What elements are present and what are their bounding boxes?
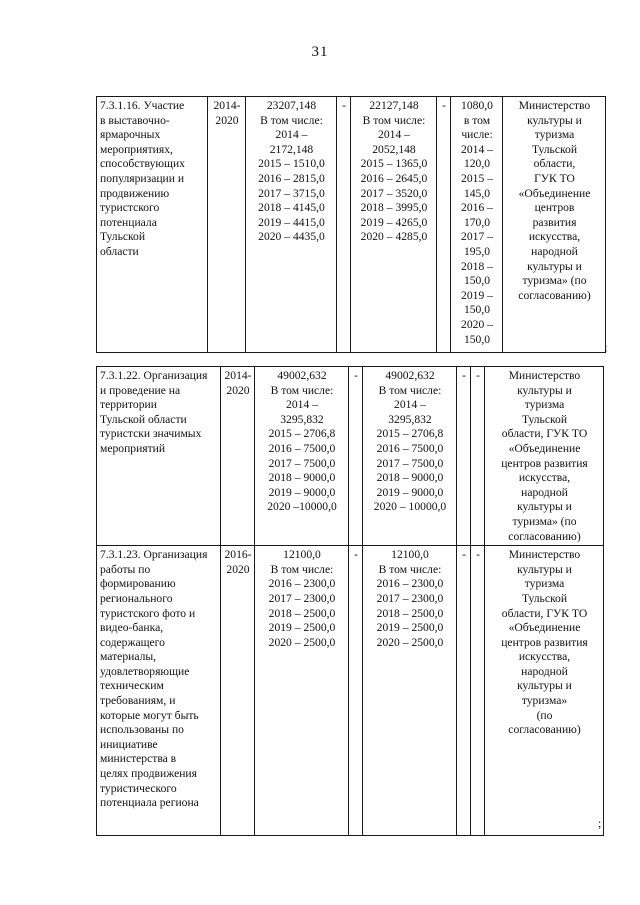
cell-line: удовлетворяющие bbox=[100, 664, 190, 678]
extrabudgetary-cell bbox=[471, 367, 485, 546]
cell-line: (по bbox=[536, 708, 553, 722]
cell-line: туристски значимых bbox=[100, 427, 202, 441]
cell-line: культуры и bbox=[517, 562, 572, 576]
cell-line: области, bbox=[533, 157, 576, 171]
cell-line: согласованию) bbox=[518, 288, 591, 302]
cell-line: туризма bbox=[534, 128, 575, 142]
total-funding-cell bbox=[246, 97, 337, 353]
cell-line: целях продвижения bbox=[100, 767, 197, 781]
cell-line: Министерство bbox=[508, 548, 581, 562]
cell-line: В том числе: bbox=[270, 562, 334, 576]
cell-line: работы по bbox=[100, 562, 151, 576]
cell-line: 49002,632 bbox=[277, 369, 327, 382]
cell-line: Министерство bbox=[518, 99, 591, 112]
regional-budget-cell bbox=[363, 546, 457, 836]
cell-line: 49002,632 bbox=[385, 369, 435, 382]
cell-line: 2017 – 3520,0 bbox=[360, 186, 428, 200]
cell-line: центров развития bbox=[501, 635, 588, 649]
cell-line: 2019 – 2500,0 bbox=[268, 621, 336, 635]
cell-line: искусства, bbox=[518, 650, 571, 664]
cell-line: культуры и bbox=[527, 259, 582, 273]
cell-line: 2018 – 2500,0 bbox=[268, 606, 336, 620]
cell-line: мероприятиях, bbox=[100, 142, 173, 156]
cell-line: В том числе: bbox=[378, 383, 442, 397]
federal-budget-cell: - bbox=[349, 367, 363, 546]
cell-line: популяризации и bbox=[100, 171, 185, 185]
cell-line: В том числе: bbox=[378, 562, 442, 576]
program-table-1 bbox=[96, 96, 606, 353]
cell-line: области bbox=[100, 244, 139, 258]
cell-line: 2015 – 1510,0 bbox=[258, 157, 325, 171]
trailing-semicolon: ; bbox=[604, 340, 608, 354]
cell-line: 2014- bbox=[213, 99, 241, 112]
cell-line: мероприятий bbox=[100, 441, 166, 455]
extrabudgetary-cell bbox=[471, 546, 485, 836]
cell-line: 2018 – 9000,0 bbox=[268, 471, 336, 485]
cell-line: 1080,0 bbox=[461, 99, 493, 112]
cell-line: 3295,832 bbox=[280, 412, 324, 426]
table-row bbox=[97, 97, 606, 353]
cell-line: 2016 – 7500,0 bbox=[268, 441, 336, 455]
executor-cell bbox=[485, 546, 604, 836]
cell-line: 2014- bbox=[224, 369, 252, 382]
cell-line: 2017 – 2300,0 bbox=[268, 591, 336, 605]
cell-line: 2018 – 9000,0 bbox=[376, 471, 444, 485]
cell-line: 2020 – bbox=[461, 317, 493, 331]
cell-line: 3295,832 bbox=[388, 412, 432, 426]
table-row bbox=[97, 367, 604, 546]
cell-line: которые могут быть bbox=[100, 708, 199, 722]
page-number: 31 bbox=[311, 44, 329, 60]
cell-line: области, ГУК ТО bbox=[501, 606, 588, 620]
cell-line: техническим bbox=[100, 679, 164, 693]
cell-line: 2015 – 2706,8 bbox=[376, 427, 444, 441]
cell-line: 2020 –10000,0 bbox=[267, 500, 337, 514]
cell-line: развития bbox=[532, 215, 577, 229]
cell-line: 2014 – bbox=[275, 128, 308, 142]
cell-line: В том числе: bbox=[270, 383, 334, 397]
cell-line: 2016- bbox=[224, 548, 252, 562]
cell-line: Тульской bbox=[521, 412, 568, 426]
cell-line: центров bbox=[534, 201, 575, 215]
cell-line: народной bbox=[531, 244, 578, 258]
measure-name-cell bbox=[97, 546, 221, 836]
local-budget-cell: - bbox=[457, 546, 471, 836]
cell-line: 2020 bbox=[226, 383, 250, 397]
cell-line: искусства, bbox=[518, 471, 571, 485]
cell-line: народной bbox=[521, 485, 568, 499]
cell-line: 120,0 bbox=[463, 157, 491, 171]
cell-line: продвижению bbox=[100, 186, 170, 200]
cell-line: 2017 – bbox=[461, 230, 493, 244]
cell-line: 2018 – 2500,0 bbox=[376, 606, 444, 620]
cell-line: 12100,0 bbox=[391, 548, 429, 562]
local-budget-cell: - bbox=[457, 367, 471, 546]
cell-line: согласованию) bbox=[508, 529, 581, 543]
cell-line: туризма» bbox=[521, 694, 568, 708]
cell-line: народной bbox=[521, 664, 568, 678]
cell-line: культуры и bbox=[527, 113, 582, 127]
measure-name-cell bbox=[97, 367, 221, 546]
cell-line: В том числе: bbox=[362, 113, 426, 127]
cell-line: 2052,148 bbox=[372, 142, 416, 156]
cell-line: 2020 – 4285,0 bbox=[360, 230, 428, 244]
cell-line: 12100,0 bbox=[283, 548, 321, 562]
cell-line: 2019 – 4415,0 bbox=[258, 215, 325, 229]
cell-line: потенциала региона bbox=[100, 796, 199, 810]
regional-budget-cell bbox=[363, 367, 457, 546]
cell-line: регионального bbox=[100, 591, 173, 605]
cell-line: согласованию) bbox=[508, 723, 581, 737]
cell-line: 145,0 bbox=[463, 186, 491, 200]
cell-line: культуры и bbox=[517, 500, 572, 514]
cell-line: ГУК ТО bbox=[534, 171, 575, 185]
cell-line: 2018 – 4145,0 bbox=[258, 201, 325, 215]
cell-line: 2020 bbox=[215, 113, 239, 127]
cell-line: туризма» (по bbox=[522, 274, 587, 288]
cell-line: способствующих bbox=[100, 157, 185, 171]
cell-line: 2014 – bbox=[461, 142, 493, 156]
cell-line: в выставочно- bbox=[100, 113, 170, 127]
cell-line: 2016 – 7500,0 bbox=[376, 441, 444, 455]
cell-line: в том bbox=[463, 113, 491, 127]
local-budget-cell: - bbox=[437, 97, 451, 353]
federal-budget-cell: - bbox=[349, 546, 363, 836]
cell-line: 2018 – bbox=[461, 259, 493, 273]
cell-line: использованы по bbox=[100, 723, 184, 737]
executor-cell bbox=[485, 367, 604, 546]
executor-cell bbox=[503, 97, 606, 353]
cell-line: культуры и bbox=[517, 679, 572, 693]
cell-line: 2018 – 3995,0 bbox=[360, 201, 428, 215]
cell-line: 2014 – bbox=[394, 398, 426, 412]
cell-line: 2015 – 2706,8 bbox=[268, 427, 336, 441]
cell-line: и проведение на bbox=[100, 383, 181, 397]
cell-line: 2020 bbox=[226, 562, 250, 576]
cell-line: туризма bbox=[524, 398, 565, 412]
cell-line: 2020 – 10000,0 bbox=[373, 500, 447, 514]
extrabudgetary-cell bbox=[451, 97, 503, 353]
cell-line: 2019 – bbox=[461, 288, 493, 302]
cell-line: 2019 – 2500,0 bbox=[376, 621, 444, 635]
regional-budget-cell bbox=[351, 97, 437, 353]
cell-line: формированию bbox=[100, 577, 176, 591]
cell-line: ярмарочных bbox=[100, 128, 161, 142]
cell-line: 2020 – 2500,0 bbox=[268, 635, 336, 649]
cell-line: 22127,148 bbox=[369, 99, 419, 112]
measure-name-cell bbox=[97, 97, 208, 353]
cell-line: Тульской области bbox=[100, 412, 187, 426]
cell-line: В том числе: bbox=[260, 113, 323, 127]
cell-line: туристического bbox=[100, 781, 177, 795]
cell-line: потенциала bbox=[100, 215, 157, 229]
cell-line: 2016 – 2300,0 bbox=[268, 577, 336, 591]
years-cell bbox=[208, 97, 246, 353]
cell-line: 2015 – bbox=[461, 171, 493, 185]
cell-line: министерства в bbox=[100, 752, 177, 766]
cell-line: 150,0 bbox=[463, 332, 491, 346]
cell-line: туристского фото и bbox=[100, 606, 196, 620]
cell-line: числе: bbox=[461, 128, 493, 142]
years-cell bbox=[221, 367, 255, 546]
cell-line: 2019 – 9000,0 bbox=[376, 485, 444, 499]
cell-line: инициативе bbox=[100, 737, 158, 751]
cell-line: 2020 – 4435,0 bbox=[258, 230, 325, 244]
cell-line: Тульской bbox=[531, 142, 578, 156]
cell-line: 2017 – 2300,0 bbox=[376, 591, 444, 605]
years-cell bbox=[221, 546, 255, 836]
cell-line: 2015 – 1365,0 bbox=[360, 157, 428, 171]
cell-line: содержащего bbox=[100, 635, 165, 649]
cell-line: - bbox=[476, 369, 480, 382]
cell-line: видео-банка, bbox=[100, 621, 164, 635]
cell-line: 2014 – bbox=[286, 398, 318, 412]
cell-line: искусства, bbox=[528, 230, 581, 244]
cell-line: 2016 – 2300,0 bbox=[376, 577, 444, 591]
cell-line: «Объединение bbox=[508, 441, 581, 455]
cell-line: 7.3.1.22. Организация bbox=[100, 369, 208, 382]
cell-line: туризма» (по bbox=[512, 514, 577, 528]
cell-line: 2019 – 9000,0 bbox=[268, 485, 336, 499]
cell-line: «Объединение bbox=[508, 621, 581, 635]
cell-line: 23207,148 bbox=[266, 99, 317, 112]
trailing-semicolon: ; bbox=[598, 816, 602, 830]
cell-line: «Объединение bbox=[518, 186, 591, 200]
cell-line: Министерство bbox=[508, 369, 581, 382]
federal-budget-cell: - bbox=[337, 97, 351, 353]
cell-line: - bbox=[476, 548, 480, 562]
cell-line: материалы, bbox=[100, 650, 157, 664]
cell-line: туристского bbox=[100, 201, 160, 215]
cell-line: 2019 – 4265,0 bbox=[360, 215, 428, 229]
cell-line: 2017 – 3715,0 bbox=[258, 186, 325, 200]
cell-line: Тульской bbox=[100, 230, 146, 244]
cell-line: 2017 – 7500,0 bbox=[268, 456, 336, 470]
cell-line: туризма bbox=[524, 577, 565, 591]
cell-line: 2016 – 2815,0 bbox=[258, 171, 325, 185]
cell-line: области, ГУК ТО bbox=[501, 427, 588, 441]
cell-line: территории bbox=[100, 398, 157, 412]
cell-line: 2020 – 2500,0 bbox=[376, 635, 444, 649]
cell-line: центров развития bbox=[501, 456, 588, 470]
cell-line: 2172,148 bbox=[269, 142, 314, 156]
cell-line: требованиям, и bbox=[100, 694, 176, 708]
cell-line: 7.3.1.23. Организация bbox=[100, 548, 208, 562]
cell-line: 2016 – 2645,0 bbox=[360, 171, 428, 185]
cell-line: 2016 – bbox=[461, 201, 493, 215]
cell-line: 7.3.1.16. Участие bbox=[100, 99, 185, 112]
cell-line: 150,0 bbox=[463, 303, 491, 317]
cell-line: 150,0 bbox=[463, 274, 491, 288]
cell-line: 2014 – bbox=[378, 128, 410, 142]
cell-line: 170,0 bbox=[463, 215, 491, 229]
cell-line: культуры и bbox=[517, 383, 572, 397]
cell-line: Тульской bbox=[521, 591, 568, 605]
table-row bbox=[97, 546, 604, 836]
cell-line: 195,0 bbox=[463, 244, 491, 258]
cell-line: 2017 – 7500,0 bbox=[376, 456, 444, 470]
total-funding-cell bbox=[255, 367, 349, 546]
program-table-2 bbox=[96, 366, 604, 836]
total-funding-cell bbox=[255, 546, 349, 836]
